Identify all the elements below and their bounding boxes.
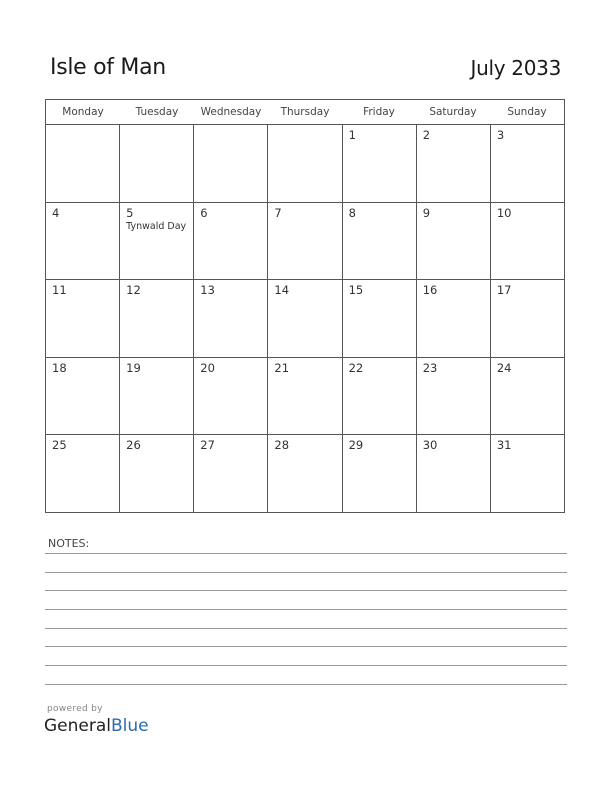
day-cell (490, 358, 564, 434)
day-cell (490, 203, 564, 279)
day-number: 3 (496, 128, 505, 142)
day-number: 13 (200, 283, 215, 298)
generalblue-logo (44, 716, 149, 736)
note-line (45, 665, 567, 666)
day-cell (342, 125, 416, 202)
day-number: 28 (274, 438, 290, 453)
note-line (45, 572, 567, 573)
day-cell (416, 435, 490, 511)
day-cell (490, 435, 564, 511)
day-cell (267, 358, 341, 434)
day-cell (416, 358, 490, 434)
note-line (45, 553, 567, 554)
day-number: 22 (348, 360, 364, 375)
day-number: 23 (422, 360, 438, 375)
weekday-sunday: Sunday (507, 106, 547, 118)
day-cell (46, 358, 119, 434)
day-cell (193, 358, 267, 434)
day-cell (267, 435, 341, 511)
calendar-grid (45, 99, 565, 513)
day-number: 19 (126, 360, 141, 375)
day-cell (119, 435, 193, 511)
day-cell (46, 435, 119, 511)
note-line (45, 684, 567, 685)
week-row (46, 434, 564, 511)
day-cell (267, 203, 341, 279)
day-number: 17 (496, 283, 512, 298)
day-number: 29 (348, 438, 364, 453)
day-number: 24 (496, 360, 512, 375)
day-cell (490, 125, 564, 202)
day-number: 7 (274, 206, 282, 220)
day-cell (119, 125, 193, 202)
weekday-header-row (46, 100, 564, 125)
note-line (45, 646, 567, 647)
day-cell (416, 125, 490, 202)
weekday-tuesday: Tuesday (135, 106, 179, 118)
day-number: 30 (422, 438, 438, 453)
day-cell (46, 280, 119, 356)
day-cell (342, 280, 416, 356)
day-cell (119, 358, 193, 434)
holiday-label: Tynwald Day (126, 221, 187, 232)
day-cell (193, 280, 267, 356)
day-number: 15 (348, 283, 364, 298)
day-number: 31 (496, 438, 512, 453)
day-number: 27 (200, 438, 215, 453)
day-cell (490, 280, 564, 356)
day-cell (193, 125, 267, 202)
day-number: 9 (422, 206, 431, 220)
day-number: 1 (348, 128, 356, 142)
note-line (45, 590, 567, 591)
day-cell (416, 203, 490, 279)
country-title: Isle of Man (50, 55, 166, 80)
day-cell (342, 358, 416, 434)
weekday-wednesday: Wednesday (200, 106, 262, 118)
day-number: 8 (348, 206, 356, 220)
day-number: 18 (52, 360, 67, 375)
day-number: 14 (274, 283, 290, 298)
day-number: 26 (126, 438, 141, 453)
week-row (46, 279, 564, 356)
day-number: 4 (52, 206, 60, 220)
day-cell (193, 435, 267, 511)
note-line (45, 628, 567, 629)
day-number: 6 (200, 206, 208, 220)
day-cell (267, 125, 341, 202)
powered-by-text: powered by (47, 704, 103, 714)
day-cell (267, 280, 341, 356)
weekday-thursday: Thursday (280, 106, 330, 118)
weekday-friday: Friday (363, 106, 395, 118)
day-cell (342, 203, 416, 279)
day-cell (193, 203, 267, 279)
day-number: 12 (126, 283, 141, 298)
weekday-monday: Monday (62, 106, 104, 118)
month-year-title: July 2033 (470, 56, 561, 80)
day-cell (119, 203, 193, 279)
notes-label: NOTES: (48, 537, 90, 550)
day-number: 11 (52, 283, 67, 298)
note-line (45, 609, 567, 610)
day-number: 10 (496, 206, 512, 220)
week-row (46, 202, 564, 279)
brand-blue-text: Blue (111, 716, 149, 736)
day-number: 2 (422, 128, 431, 142)
day-number: 25 (52, 438, 67, 453)
day-number: 5 (126, 206, 134, 220)
day-cell (46, 203, 119, 279)
day-cell (119, 280, 193, 356)
weekday-saturday: Saturday (429, 106, 477, 118)
day-cell (46, 125, 119, 202)
day-number: 16 (422, 283, 438, 298)
week-row (46, 125, 564, 202)
day-cell (416, 280, 490, 356)
weeks-container (46, 125, 564, 512)
day-cell (342, 435, 416, 511)
day-number: 21 (274, 360, 290, 375)
week-row (46, 357, 564, 434)
brand-general-text: General (44, 716, 111, 736)
day-number: 20 (200, 360, 215, 375)
